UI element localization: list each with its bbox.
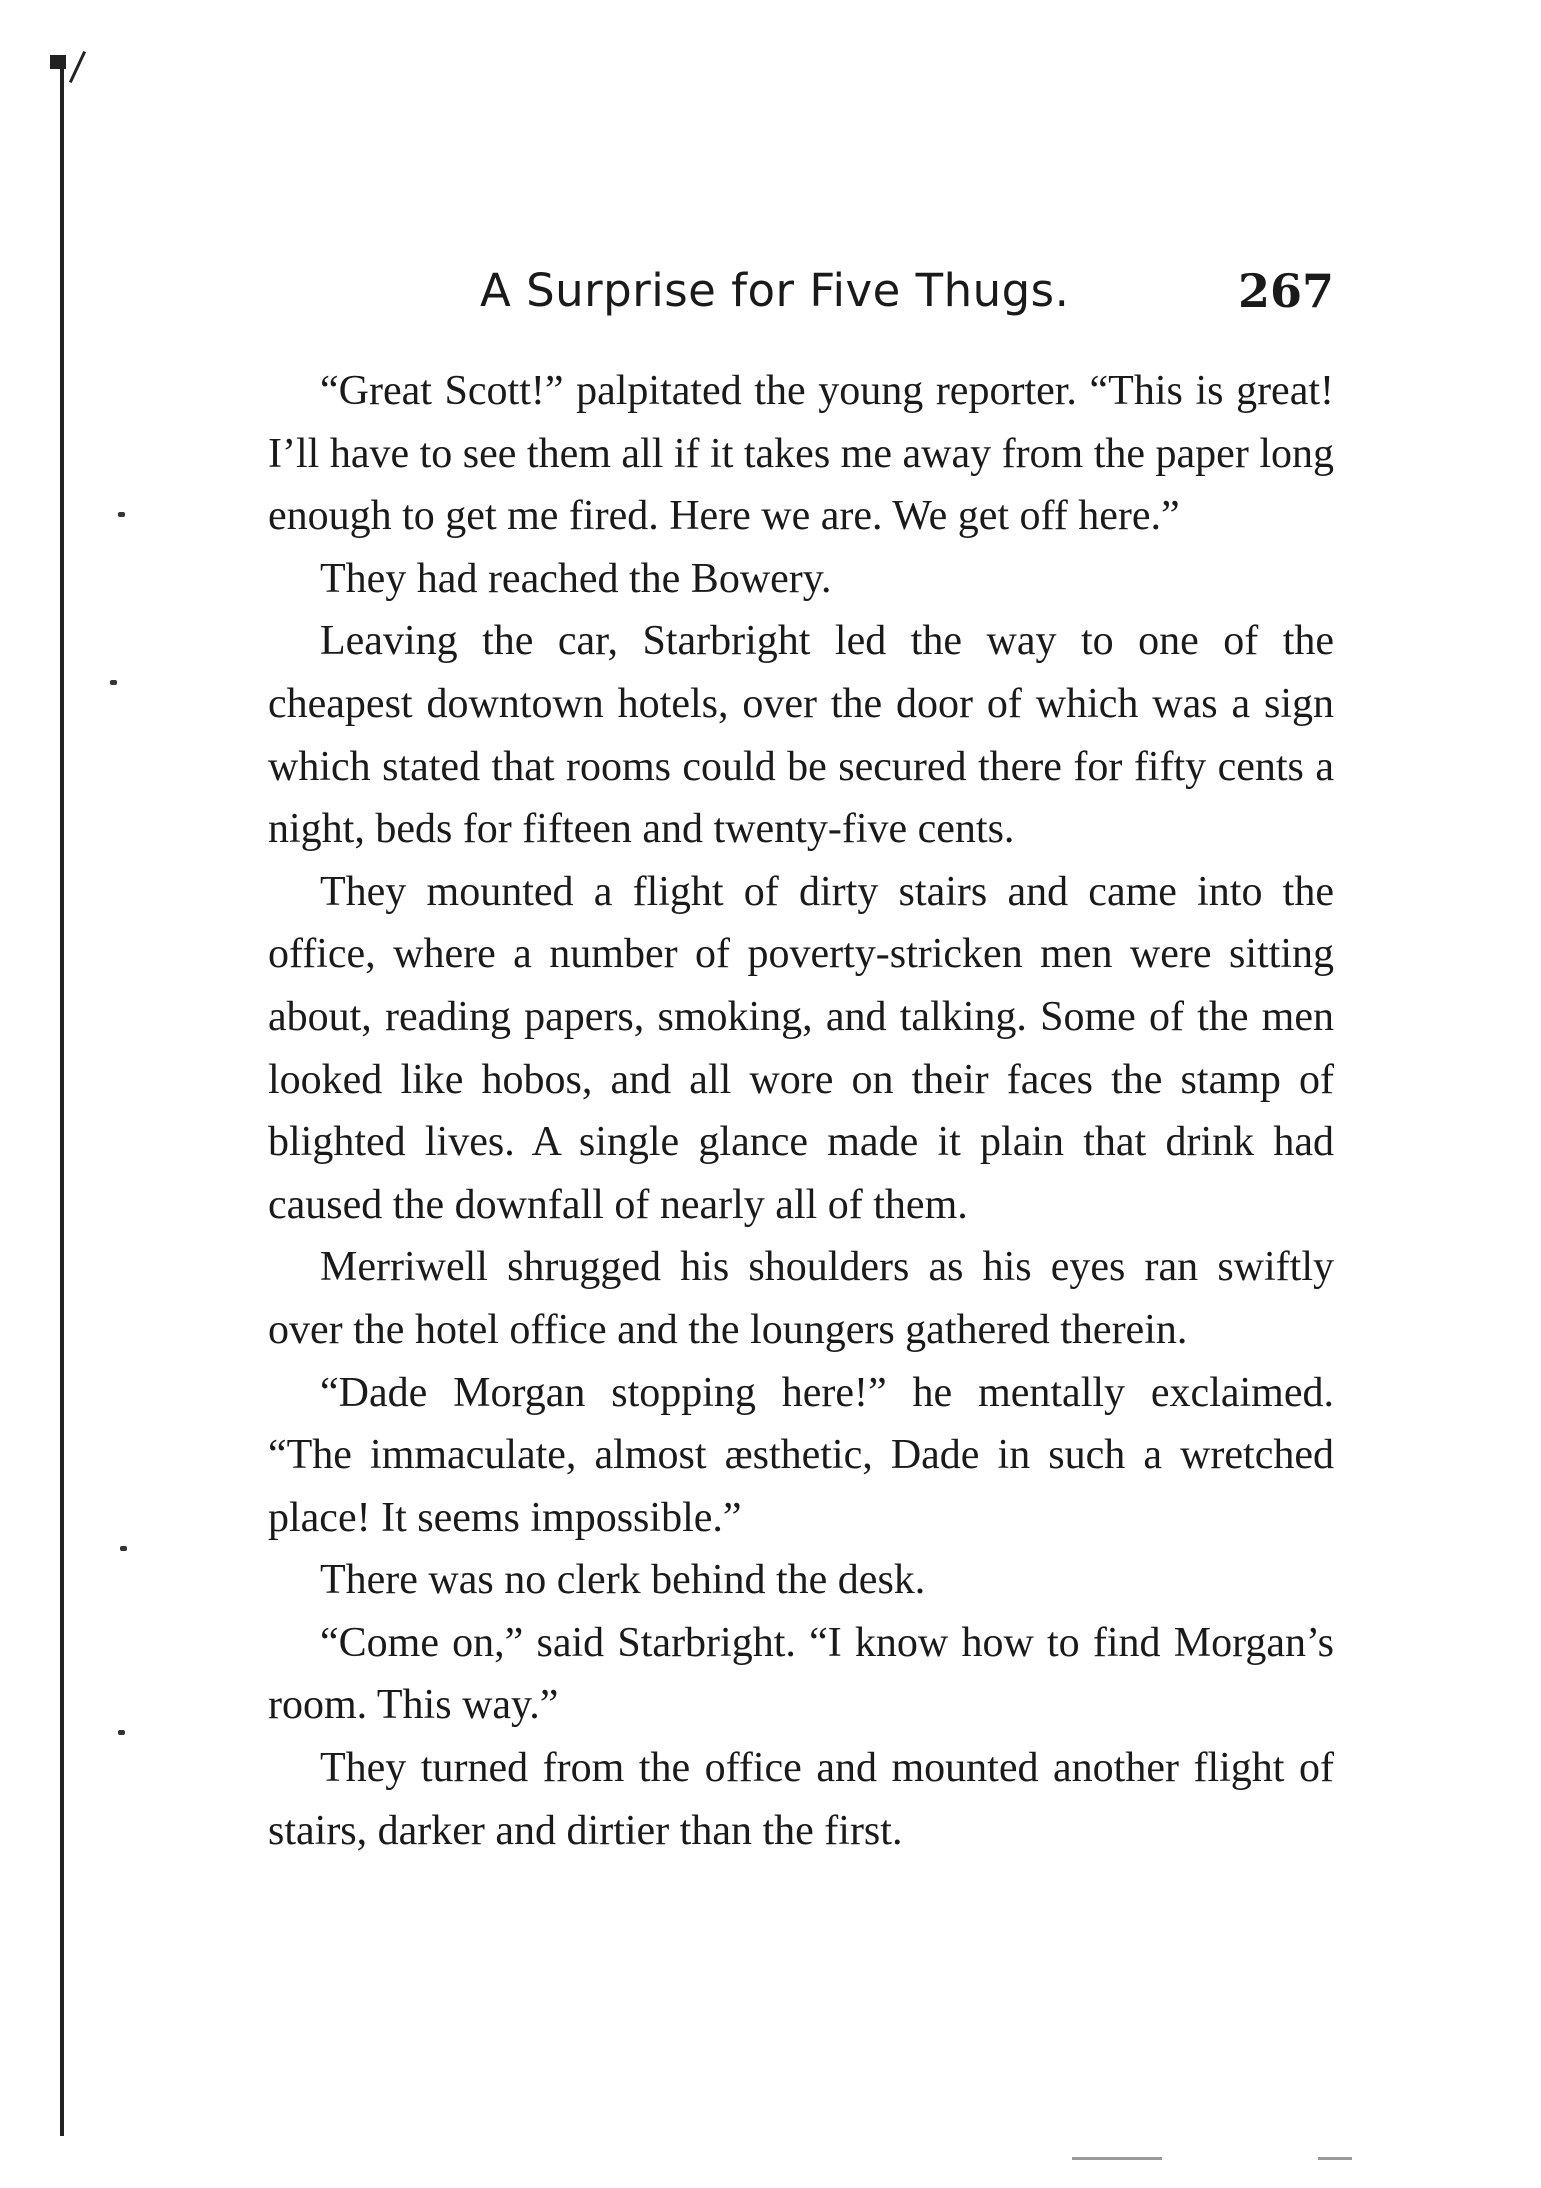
margin-speck [120, 1546, 127, 1551]
binding-slash-mark [69, 51, 86, 83]
paragraph: They turned from the office and mounted another flight of stairs, darker and dirtier than the first. [268, 1745, 1334, 1854]
paragraph: Leaving the car, Starbright led the way to one of the cheapest downtown hotels, over the door of which was a sign which stated that rooms could be secured there for fifty cents a night, beds for fifteen and twenty-five cents. [268, 618, 1334, 853]
margin-speck [118, 1730, 125, 1735]
footer-smudge [1072, 2157, 1162, 2160]
footer-smudge [1318, 2157, 1352, 2160]
margin-speck [118, 512, 125, 517]
margin-speck [110, 680, 117, 685]
page-number: 267 [1237, 264, 1334, 318]
paragraph: They had reached the Bowery. [320, 555, 832, 602]
page-binding-edge [60, 62, 64, 2136]
paragraph: “Great Scott!” palpitated the young reporter. “This is great! I’ll have to see them all if it takes me away from the paper long enough to get me fired. Here we are. We get off here.” [268, 368, 1334, 540]
binding-mark [50, 55, 66, 69]
paragraph: They mounted a flight of dirty stairs and came into the office, where a number of poverty-stricken men were sitting about, reading papers, smoking, and talking. Some of the men looked like hobos, and all wore on their faces the stamp of blighted lives. A single glance made it plain that drink had caused the downfall of nearly all of them. [268, 868, 1334, 1228]
paragraph: “Come on,” said Starbright. “I know how to find Morgan’s room. This way.” [268, 1619, 1334, 1729]
running-header [268, 260, 1334, 330]
paragraph: Merriwell shrugged his shoulders as his eyes ran swiftly over the hotel office and the loungers gathered therein. [268, 1244, 1334, 1353]
running-title: A Surprise for Five Thugs. [480, 264, 1070, 317]
paragraph: There was no clerk behind the desk. [320, 1557, 926, 1604]
body-text [268, 360, 1334, 1862]
paragraph: “Dade Morgan stopping here!” he mentally exclaimed. “The immaculate, almost æsthetic, Dade in such a wretched place! It seems impossible.” [268, 1369, 1334, 1541]
